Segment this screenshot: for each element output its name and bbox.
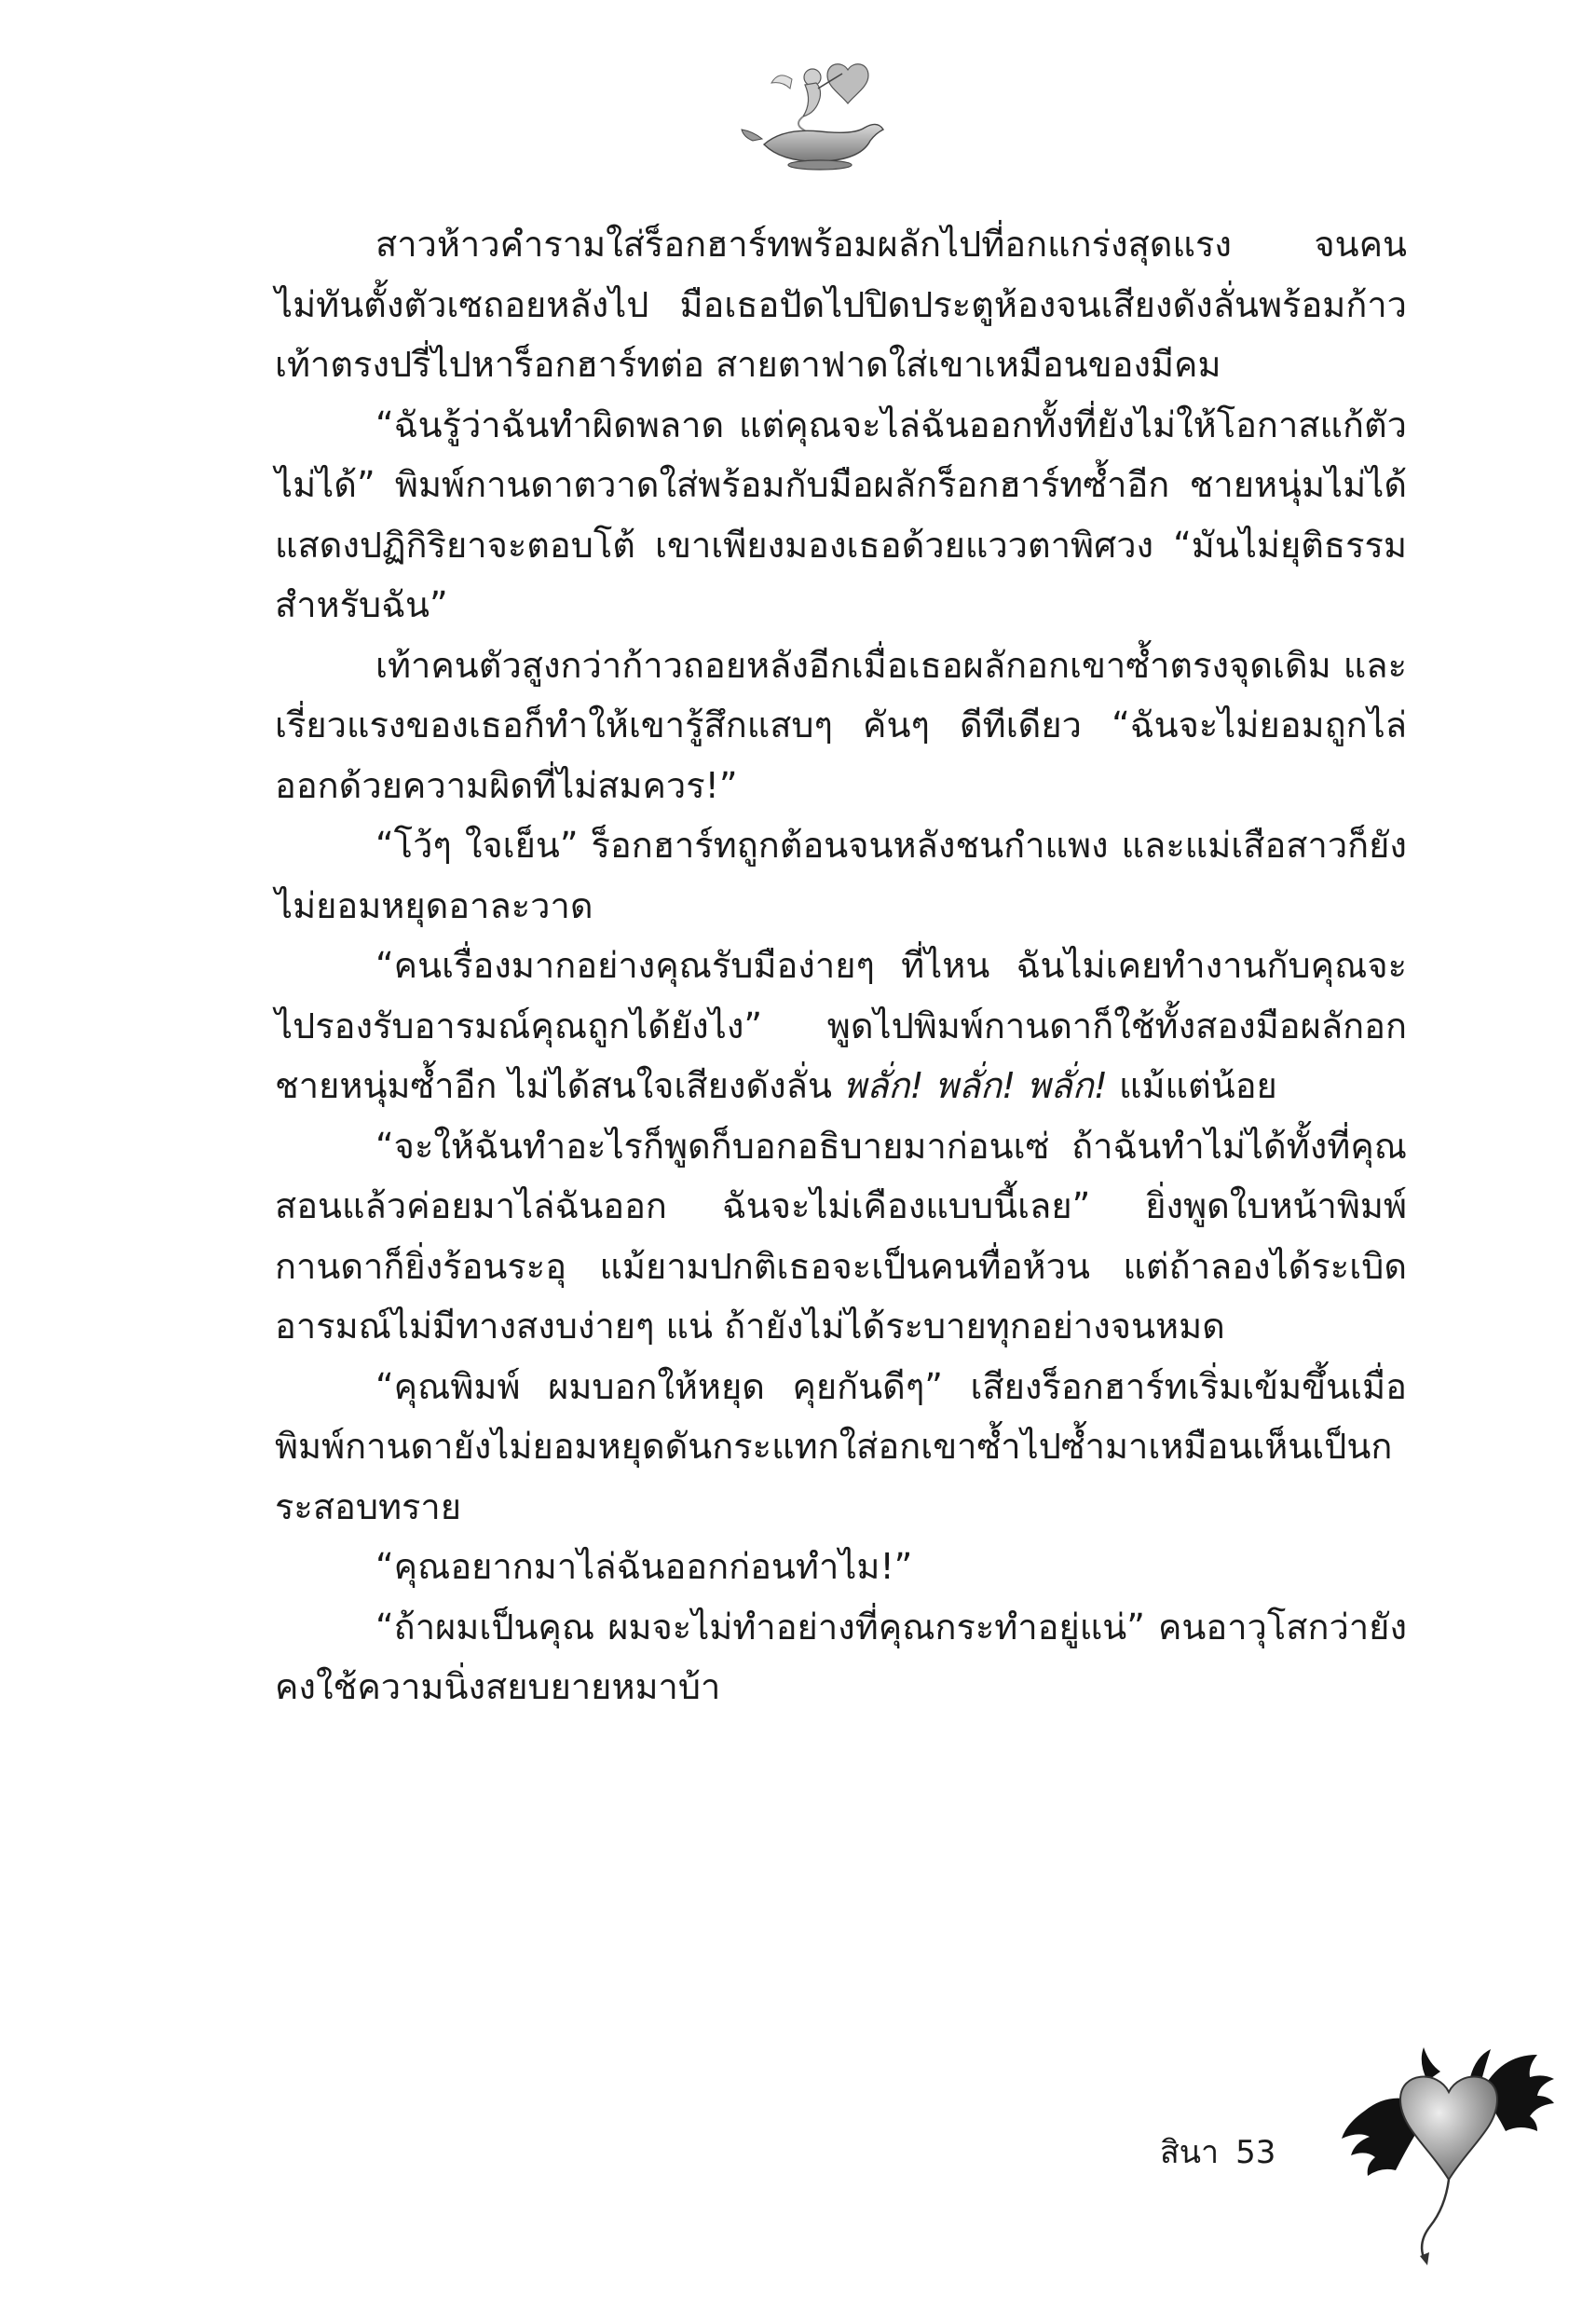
cupid-teapot-icon [736, 51, 904, 172]
paragraph-9: “ถ้าผมเป็นคุณ ผมจะไม่ทำอย่างที่คุณกระทำอยู่แน่” คนอาวุโสกว่ายังคงใช้ความนิ่งสยบยายหมาบ้า [275, 1606, 1407, 1707]
paragraph-1: สาวห้าวคำรามใส่ร็อกฮาร์ทพร้อมผลักไปที่อกแกร่งสุดแรง จนคนไม่ทันตั้งตัวเซถอยหลังไป มือเธอปัดไปปิดประตูห้องจนเสียงดังลั่นพร้อมก้าวเท้าตรงปรี่ไปหาร็อกฮาร์ทต่อ สายตาฟาดใส่เขาเหมือนของมีคม [275, 224, 1407, 385]
paragraph-6: “จะให้ฉันทำอะไรก็พูดก็บอกอธิบายมาก่อนเซ่ ถ้าฉันทำไม่ได้ทั้งที่คุณสอนแล้วค่อยมาไล่ฉันออก ฉันจะไม่เคืองแบบนี้เลย” ยิ่งพูดใบหน้าพิมพ์กานดาก็ยิ่งร้อนระอุ แม้ยามปกติเธอจะเป็นคนทื่อห้วน แต่ถ้าลองได้ระเบิดอารมณ์ไม่มีทางสงบง่ายๆ แน่ ถ้ายังไม่ได้ระบายทุกอย่างจนหมด [275, 1125, 1407, 1347]
winged-devil-heart-icon [1342, 2036, 1556, 2288]
paragraph-5-text: “คนเรื่องมากอย่างคุณรับมือง่ายๆ ที่ไหน ฉันไม่เคยทำงานกับคุณจะไปรองรับอารมณ์คุณถูกได้ยังไง” พูดไปพิมพ์กานดาก็ใช้ทั้งสองมือผลักอกชายหนุ่มซ้ำอีก ไม่ได้สนใจเสียงดังลั่น [275, 945, 1407, 1106]
paragraph-8: “คุณอยากมาไล่ฉันออกก่อนทำไม!” [375, 1546, 913, 1587]
page-number: 53 [1235, 2134, 1276, 2171]
sound-effect: พลั่ก! พลั่ก! พลั่ก! [843, 1065, 1108, 1106]
body-text [275, 214, 1407, 2031]
page-folio [1160, 2126, 1275, 2177]
paragraph-7: “คุณพิมพ์ ผมบอกให้หยุด คุยกันดีๆ” เสียงร็อกฮาร์ทเริ่มเข้มขึ้นเมื่อพิมพ์กานดายังไม่ยอมหยุดดันกระแทกใส่อกเขาซ้ำไปซ้ำมาเหมือนเห็นเป็นกระสอบทราย [275, 1365, 1407, 1527]
paragraph-5-after: แม้แต่น้อย [1107, 1065, 1277, 1106]
paragraph-2: “ฉันรู้ว่าฉันทำผิดพลาด แต่คุณจะไล่ฉันออกทั้งที่ยังไม่ให้โอกาสแก้ตัวไม่ได้” พิมพ์กานดาตวาดใส่พร้อมกับมือผลักร็อกฮาร์ทซ้ำอีก ชายหนุ่มไม่ได้แสดงปฏิกิริยาจะตอบโต้ เขาเพียงมองเธอด้วยแววตาพิศวง “มันไม่ยุติธรรมสำหรับฉัน” [275, 403, 1407, 625]
paragraph-4: “โว้ๆ ใจเย็น” ร็อกฮาร์ทถูกต้อนจนหลังชนกำแพง และแม่เสือสาวก็ยังไม่ยอมหยุดอาละวาด [275, 825, 1407, 926]
book-title: สินา [1160, 2134, 1220, 2171]
paragraph-5 [275, 936, 1407, 1116]
paragraph-3: เท้าคนตัวสูงกว่าก้าวถอยหลังอีกเมื่อเธอผลักอกเขาซ้ำตรงจุดเดิม และเรี่ยวแรงของเธอก็ทำให้เขารู้สึกแสบๆ คันๆ ดีทีเดียว “ฉันจะไม่ยอมถูกไล่ออกด้วยความผิดที่ไม่สมควร!” [275, 644, 1407, 806]
